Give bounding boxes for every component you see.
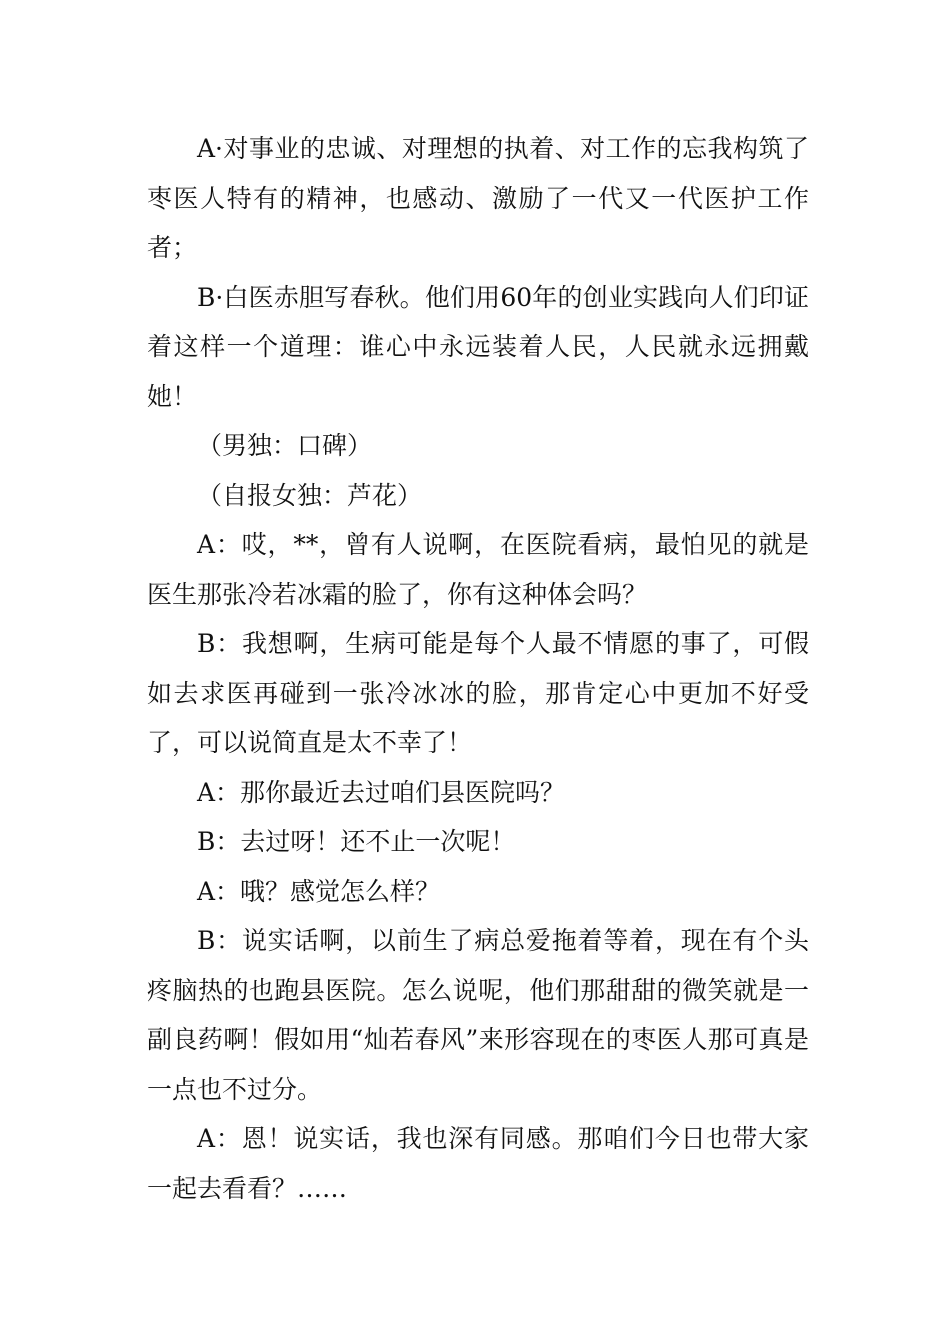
stage-note-male-solo: （男独：口碑）	[197, 431, 373, 460]
paragraph-sixty-years: B·白医赤胆写春秋。他们用60年的创业实践向人们印证着这样一个道理：谁心中永远装着人民，人民就永远拥戴她！	[147, 282, 809, 411]
dialogue-a-cold-face: A：哎，**，曾有人说啊，在医院看病，最怕见的就是医生那张冷若冰霜的脸了，你有这种体会吗？	[147, 530, 809, 609]
dialogue-b-more-than-once: B：去过呀！还不止一次呢！	[197, 827, 516, 856]
dialogue-a-how-was-it: A：哦？感觉怎么样？	[197, 876, 441, 906]
stage-note-female-solo: （自报女独：芦花）	[197, 480, 423, 510]
paragraph-dedication: A·对事业的忠诚、对理想的执着、对工作的忘我构筑了枣医人特有的精神，也感动、激励了一代又一代医护工作者；	[147, 134, 809, 262]
dialogue-a-lets-go-see: A：恩！说实话，我也深有同感。那咱们今日也带大家一起去看看？……	[147, 1124, 809, 1203]
dialogue-b-spring-breeze: B：说实话啊，以前生了病总爱拖着等着，现在有个头疼脑热的也跑县医院。怎么说呢，他们那甜甜的微笑就是一副良药啊！假如用“灿若春风”来形容现在的枣医人那可真是一点也不过分。	[147, 926, 809, 1104]
dialogue-a-visited: A：那你最近去过咱们县医院吗？	[197, 777, 566, 807]
dialogue-b-unfortunate: B：我想啊，生病可能是每个人最不情愿的事了，可假如去求医再碰到一张冷冰冰的脸，那肯定心中更加不好受了，可以说简直是太不幸了！	[147, 629, 809, 757]
